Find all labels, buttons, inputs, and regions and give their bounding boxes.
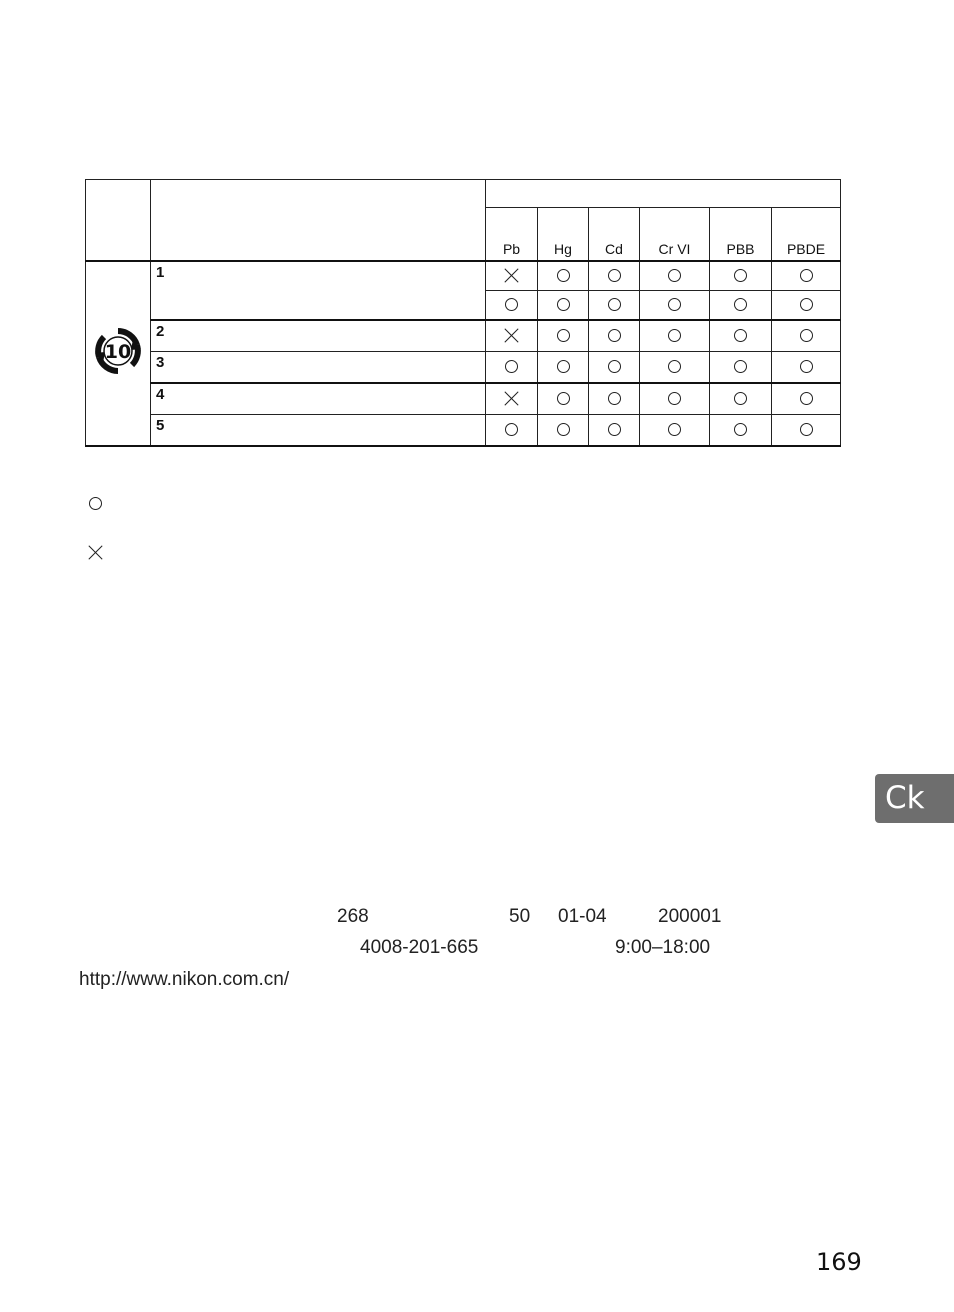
- circle-mark: [608, 360, 621, 373]
- element-header-pbde: PBDE: [772, 208, 841, 262]
- mark-cell: [710, 261, 772, 291]
- part-label-5: 5: [151, 415, 486, 447]
- table-row: [86, 261, 841, 291]
- mark-cell: [538, 320, 589, 352]
- mark-cell: [772, 291, 841, 321]
- mark-cell: [710, 291, 772, 321]
- environment-protection-use-period-icon: [94, 327, 142, 375]
- circle-mark: [557, 329, 570, 342]
- element-header-hg: Hg: [538, 208, 589, 262]
- circle-mark: [800, 392, 813, 405]
- circle-mark: [608, 392, 621, 405]
- contact-street-number: 268: [337, 906, 369, 927]
- cross-mark: [504, 268, 519, 283]
- epup-logo-cell: [86, 261, 151, 446]
- mark-cell: [640, 320, 710, 352]
- circle-mark: [557, 269, 570, 282]
- circle-mark: [668, 298, 681, 311]
- logo-header-cell: [86, 180, 151, 262]
- contact-room: 01-04: [558, 906, 607, 927]
- mark-cell: [538, 352, 589, 384]
- mark-cell: [589, 415, 640, 447]
- contact-floor: 50: [509, 906, 531, 927]
- element-header-pb: Pb: [486, 208, 538, 262]
- hazardous-substances-table: [85, 179, 841, 447]
- mark-cell: [640, 261, 710, 291]
- mark-cell: [772, 261, 841, 291]
- element-header-cd: Cd: [589, 208, 640, 262]
- circle-mark: [668, 392, 681, 405]
- contact-postcode: 200001: [658, 906, 722, 927]
- circle-mark: [608, 269, 621, 282]
- mark-cell: [772, 320, 841, 352]
- mark-cell: [486, 261, 538, 291]
- part-label-1: 1: [151, 261, 486, 320]
- mark-cell: [710, 352, 772, 384]
- part-label-2: 2: [151, 320, 486, 352]
- circle-mark: [734, 423, 747, 436]
- circle-mark: [734, 360, 747, 373]
- mark-cell: [486, 320, 538, 352]
- cross-mark: [504, 391, 519, 406]
- mark-cell: [640, 415, 710, 447]
- page-number: 169: [816, 1248, 862, 1276]
- substances-header-cell: [486, 180, 841, 208]
- mark-cell: [772, 352, 841, 384]
- mark-cell: [486, 352, 538, 384]
- part-label-4: 4: [151, 383, 486, 415]
- mark-cell: [486, 291, 538, 321]
- circle-mark: [734, 392, 747, 405]
- contact-website-link[interactable]: http://www.nikon.com.cn/: [79, 969, 290, 990]
- circle-mark: [505, 423, 518, 436]
- mark-cell: [589, 383, 640, 415]
- mark-cell: [710, 415, 772, 447]
- circle-mark: [800, 360, 813, 373]
- table-row: [86, 415, 841, 447]
- element-header-crvi: Cr VI: [640, 208, 710, 262]
- mark-cell: [486, 415, 538, 447]
- chapter-tab-ck[interactable]: [875, 774, 954, 823]
- table-row: [86, 352, 841, 384]
- mark-cell: [589, 352, 640, 384]
- circle-mark: [668, 329, 681, 342]
- chapter-tab-label: Ck: [885, 780, 925, 816]
- mark-cell: [589, 291, 640, 321]
- mark-cell: [772, 383, 841, 415]
- circle-mark: [800, 329, 813, 342]
- circle-mark: [668, 423, 681, 436]
- table-row: [86, 383, 841, 415]
- element-header-pbb: PBB: [710, 208, 772, 262]
- circle-mark: [800, 298, 813, 311]
- mark-cell: [538, 415, 589, 447]
- circle-mark: [734, 298, 747, 311]
- circle-mark: [557, 360, 570, 373]
- part-label-3: 3: [151, 352, 486, 384]
- mark-cell: [538, 291, 589, 321]
- circle-mark: [608, 298, 621, 311]
- mark-cell: [640, 291, 710, 321]
- contact-hours: 9:00–18:00: [615, 937, 711, 958]
- circle-mark: [505, 360, 518, 373]
- circle-mark: [557, 392, 570, 405]
- part-name-header-cell: [151, 180, 486, 262]
- mark-cell: [772, 415, 841, 447]
- circle-mark: [608, 329, 621, 342]
- mark-cell: [486, 383, 538, 415]
- mark-cell: [710, 320, 772, 352]
- mark-cell: [640, 352, 710, 384]
- mark-cell: [589, 320, 640, 352]
- legend-cross-mark: [88, 545, 103, 560]
- circle-mark: [608, 423, 621, 436]
- legend-circle-mark: [89, 497, 102, 510]
- cross-mark: [504, 328, 519, 343]
- circle-mark: [557, 298, 570, 311]
- circle-mark: [800, 269, 813, 282]
- mark-cell: [538, 383, 589, 415]
- circle-mark: [557, 423, 570, 436]
- mark-cell: [589, 261, 640, 291]
- mark-cell: [538, 261, 589, 291]
- circle-mark: [668, 269, 681, 282]
- table-row: [86, 320, 841, 352]
- circle-mark: [734, 269, 747, 282]
- mark-cell: [640, 383, 710, 415]
- circle-mark: [668, 360, 681, 373]
- circle-mark: [505, 298, 518, 311]
- circle-mark: [734, 329, 747, 342]
- epup-years-label: 10: [104, 341, 132, 363]
- contact-hotline: 4008-201-665: [360, 937, 479, 958]
- mark-cell: [710, 383, 772, 415]
- circle-mark: [800, 423, 813, 436]
